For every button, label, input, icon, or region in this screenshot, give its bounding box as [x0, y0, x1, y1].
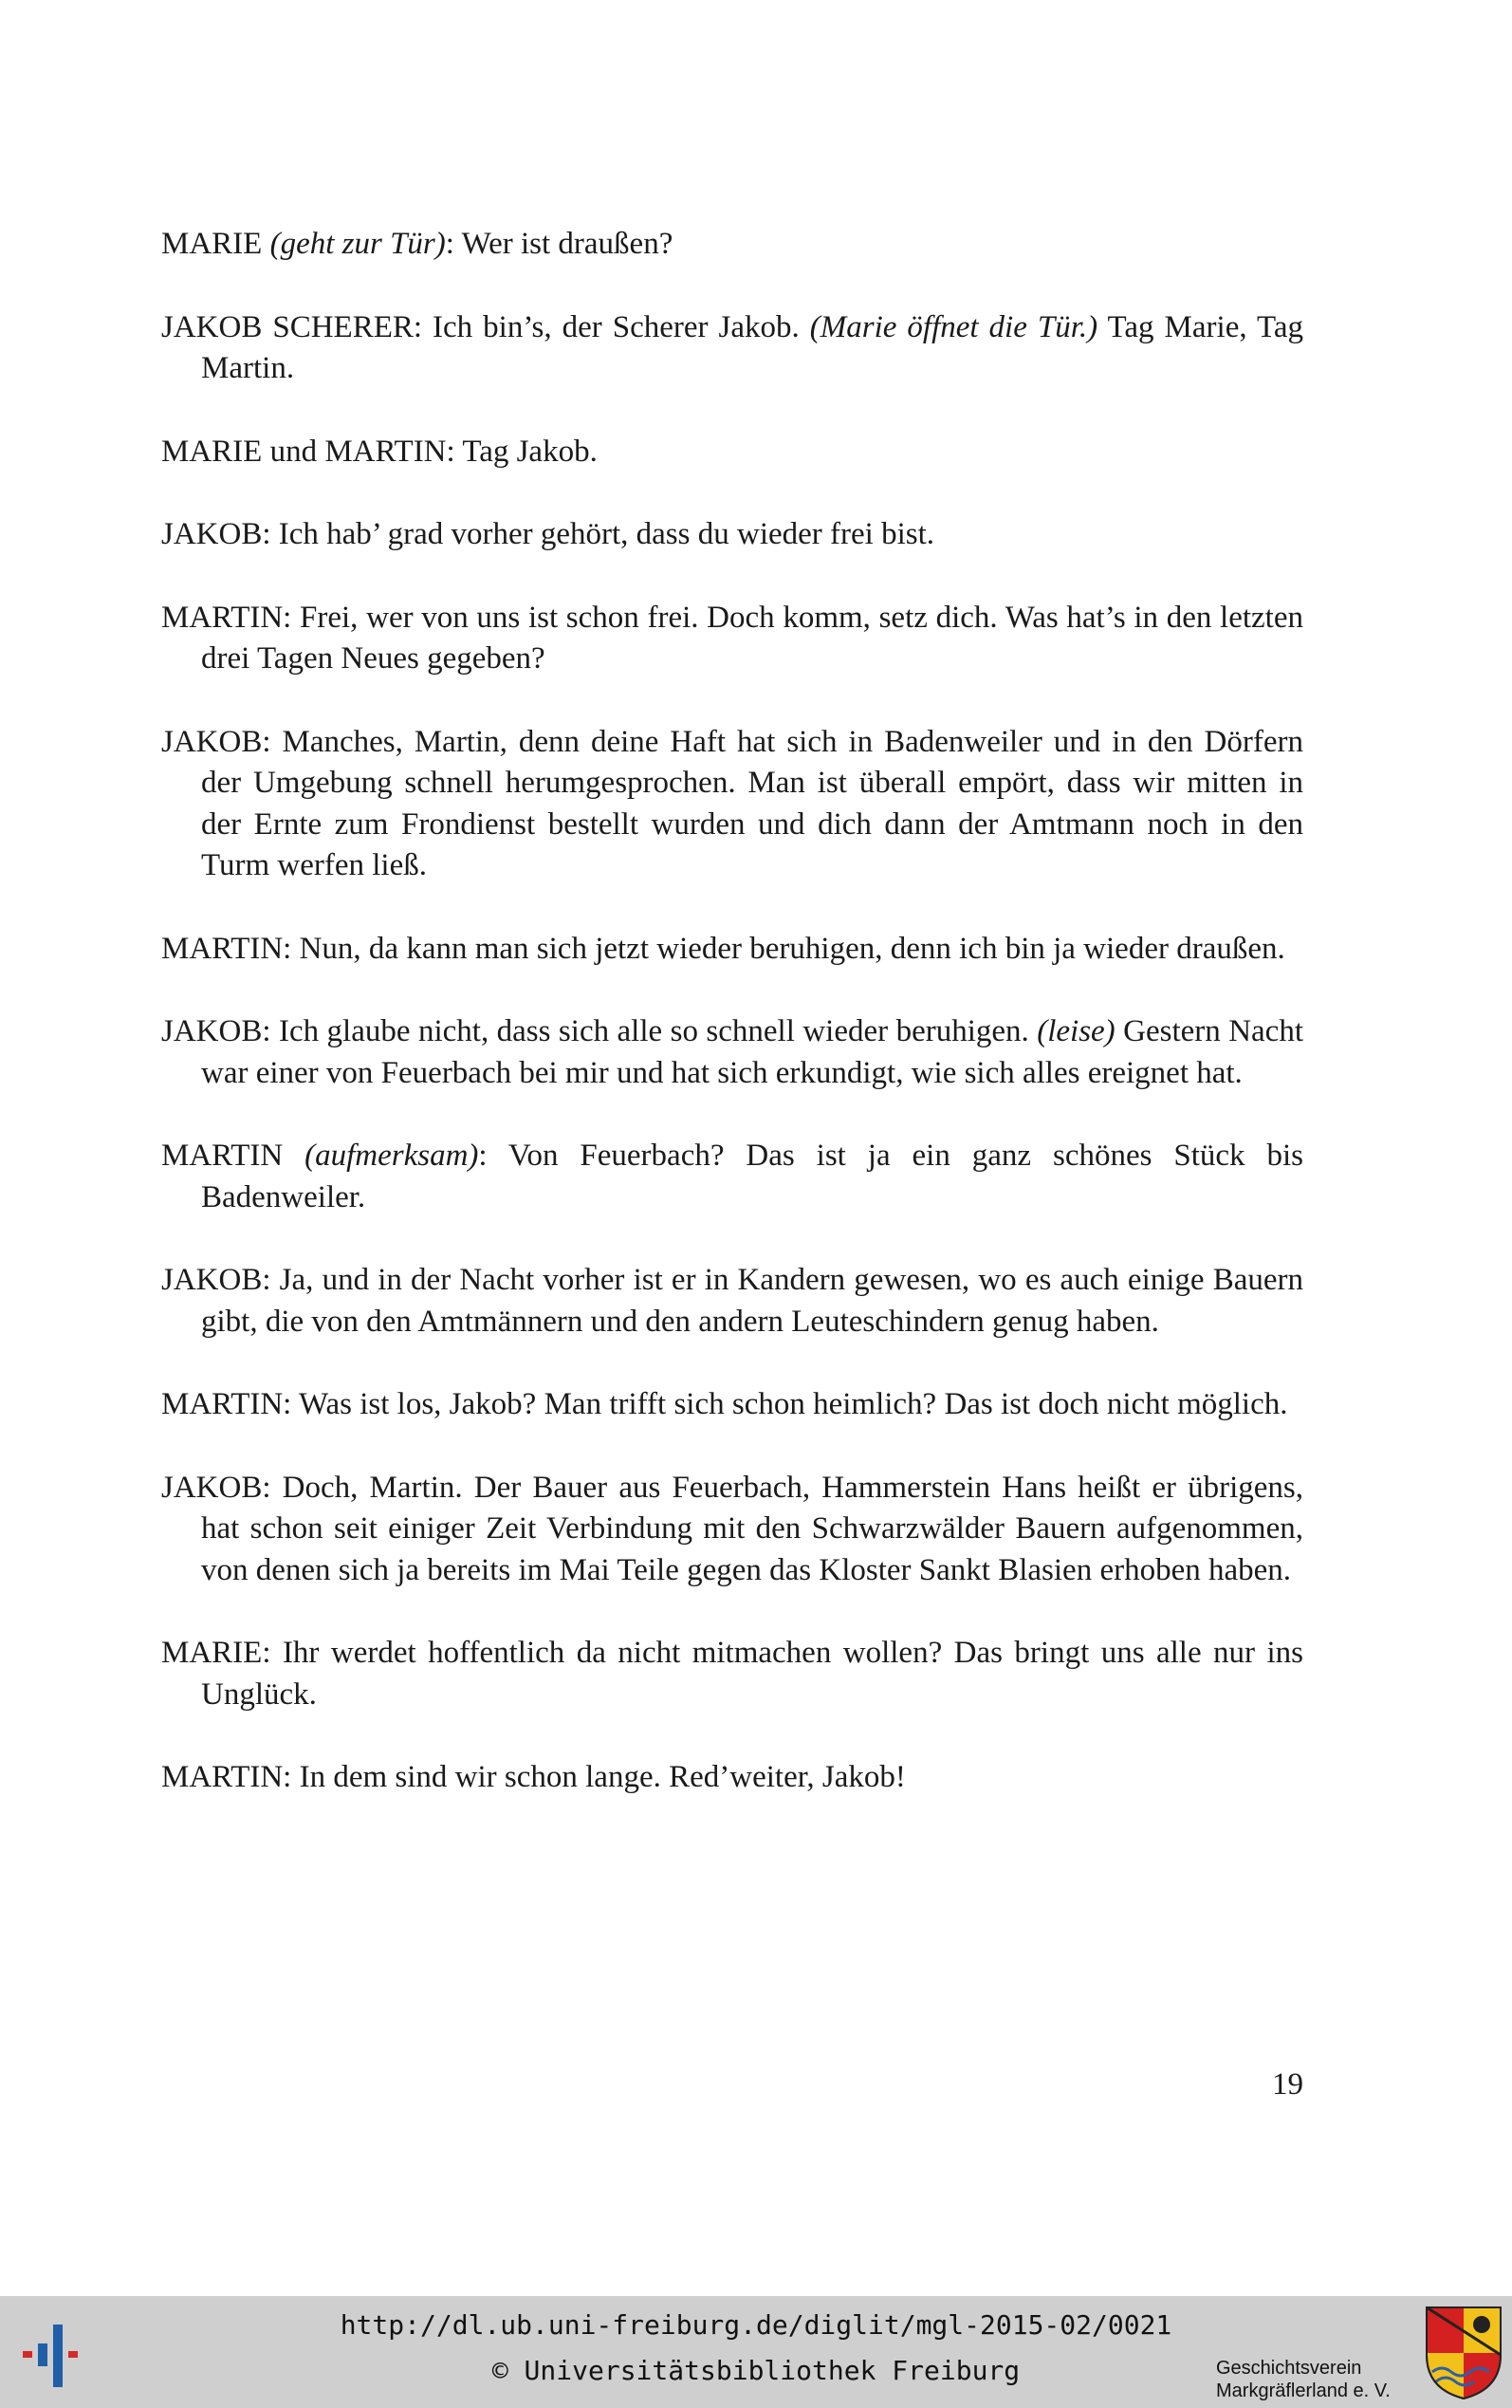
dialogue-text: JAKOB: Ja, und in der Nacht vorher ist er in Kandern gewesen, wo es auch einige Bauern gibt, die von den Amtmännern und den andern Leuteschindern genug haben.	[161, 1263, 1303, 1339]
dialogue-text: MARTIN	[161, 1139, 305, 1173]
society-name-line1: Geschichtsverein	[1216, 2358, 1362, 2379]
dialogue-paragraph	[161, 514, 1303, 556]
page-body	[161, 224, 1303, 1841]
stage-direction: (leise)	[1037, 1014, 1116, 1048]
dialogue-paragraph	[161, 1757, 1303, 1799]
dialogue-paragraph	[161, 432, 1303, 473]
dialogue-text: MARTIN: In dem sind wir schon lange. Red’weiter, Jakob!	[161, 1760, 906, 1794]
dialogue-paragraph	[161, 1384, 1303, 1426]
stage-direction: (aufmerksam)	[304, 1139, 479, 1173]
dialogue-text: JAKOB SCHERER: Ich bin’s, der Scherer Jakob.	[161, 309, 810, 344]
dialogue-text: MARTIN: Was ist los, Jakob? Man trifft sich schon heimlich? Das ist doch nicht möglich.	[161, 1387, 1288, 1421]
dialogue-paragraph	[161, 1136, 1303, 1218]
dialogue-paragraph	[161, 598, 1303, 680]
dialogue-paragraph	[161, 722, 1303, 887]
society-name	[1216, 2357, 1391, 2402]
dialogue-paragraph	[161, 1468, 1303, 1592]
dialogue-text: MARTIN: Nun, da kann man sich jetzt wieder beruhigen, denn ich bin ja wieder draußen.	[161, 931, 1285, 966]
dialogue-text: MARIE: Ihr werdet hoffentlich da nicht mitmachen wollen? Das bringt uns alle nur ins Unglück.	[161, 1636, 1303, 1712]
dialogue-text: JAKOB: Ich hab’ grad vorher gehört, dass du wieder frei bist.	[161, 517, 934, 551]
dialogue-paragraph	[161, 1633, 1303, 1715]
dialogue-text: JAKOB: Doch, Martin. Der Bauer aus Feuerbach, Hammerstein Hans heißt er übrigens, hat schon seit einiger Zeit Verbindung mit den Schwarzwälder Bauern aufgenommen, von denen sich ja bereits im Mai Teile gegen das Kloster Sankt Blasien erhoben haben.	[161, 1470, 1303, 1587]
dialogue-paragraph	[161, 1260, 1303, 1343]
society-name-line2: Markgräflerland e. V.	[1216, 2380, 1391, 2401]
coat-of-arms-icon	[1423, 2304, 1504, 2402]
dialogue-paragraph	[161, 929, 1303, 971]
page-number: 19	[1272, 2067, 1303, 2102]
dialogue-text: Gestern Nacht war einer von Feuerbach bei mir und hat sich erkundigt, wie sich alles ereignet hat.	[201, 1014, 1303, 1090]
footer-bar	[0, 2296, 1512, 2408]
dialogue-text: MARIE und MARTIN: Tag Jakob.	[161, 434, 598, 469]
dialogue-text: : Von Feuerbach? Das ist ja ein ganz schönes Stück bis Badenweiler.	[201, 1139, 1303, 1214]
dialogue-text: MARTIN: Frei, wer von uns ist schon frei. Doch komm, setz dich. Was hat’s in den letzten drei Tagen Neues gegeben?	[161, 600, 1303, 676]
dialogue-text: JAKOB: Ich glaube nicht, dass sich alle so schnell wieder beruhigen.	[161, 1014, 1038, 1048]
dialogue-paragraph	[161, 1011, 1303, 1094]
stage-direction: (geht zur Tür)	[269, 227, 446, 261]
dialogue-text: : Wer ist draußen?	[445, 227, 673, 261]
dialogue-text: Tag Marie, Tag Martin.	[201, 309, 1304, 385]
dialogue-paragraph	[161, 224, 1303, 266]
footer-url[interactable]: http://dl.ub.uni-freiburg.de/diglit/mgl-2015-02/0021	[340, 2309, 1172, 2341]
dialogue-text: JAKOB: Manches, Martin, denn deine Haft hat sich in Badenweiler und in den Dörfern der Umgebung schnell herumgesprochen. Man ist überall empört, dass wir mitten in der Ernte zum Frondienst bestellt wurden und dich dann der Amtmann noch in den Turm werfen ließ.	[161, 724, 1303, 882]
dialogue-text: MARIE	[161, 227, 270, 261]
dialogue-paragraph	[161, 307, 1303, 390]
footer-copyright: © Universitätsbibliothek Freiburg	[491, 2355, 1021, 2386]
stage-direction: (Marie öffnet die Tür.)	[809, 309, 1098, 344]
